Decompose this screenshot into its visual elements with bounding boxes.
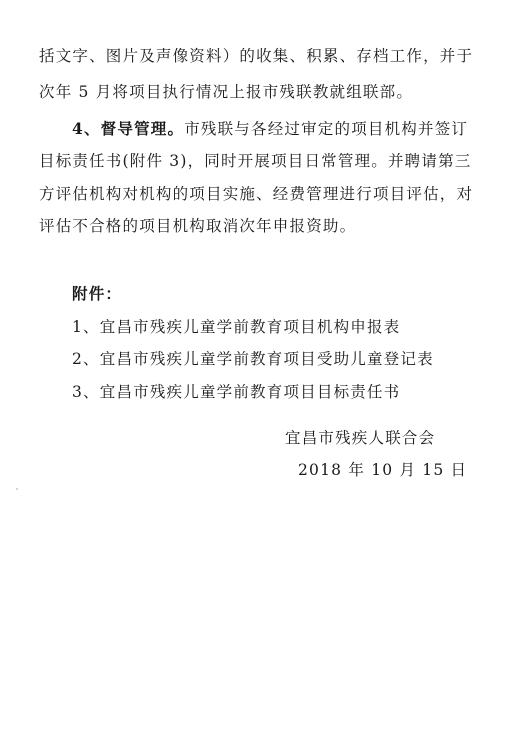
attachment-item-3: 3、宜昌市残疾儿童学前教育项目目标责任书 — [72, 383, 401, 401]
paragraph-1-line-2: 次年 5 月将项目执行情况上报市残联教就组联部。 — [39, 83, 414, 101]
supervision-heading: 4、督导管理。 — [72, 119, 185, 138]
paragraph-2-line-2: 目标责任书(附件 3)，同时开展项目日常管理。并聘请第三 — [39, 152, 472, 170]
paragraph-2-line-1 — [72, 119, 468, 139]
attachment-item-1: 1、宜昌市残疾儿童学前教育项目机构申报表 — [72, 318, 401, 336]
attachment-item-2: 2、宜昌市残疾儿童学前教育项目受助儿童登记表 — [72, 350, 434, 368]
paragraph-1-line-1: 括文字、图片及声像资料）的收集、积累、存档工作，并于 — [39, 47, 474, 65]
signature-organization: 宜昌市残疾人联合会 — [285, 429, 436, 447]
paragraph-2-line-1-text: 市残联与各经过审定的项目机构并签订 — [184, 120, 469, 138]
signature-date: 2018 年 10 月 15 日 — [298, 461, 468, 479]
attachments-label: 附件： — [72, 284, 123, 303]
paragraph-2-line-4: 评估不合格的项目机构取消次年申报资助。 — [39, 217, 357, 235]
paragraph-2-line-3: 方评估机构对机构的项目实施、经费管理进行项目评估，对 — [39, 185, 474, 203]
scan-speck — [16, 488, 18, 490]
